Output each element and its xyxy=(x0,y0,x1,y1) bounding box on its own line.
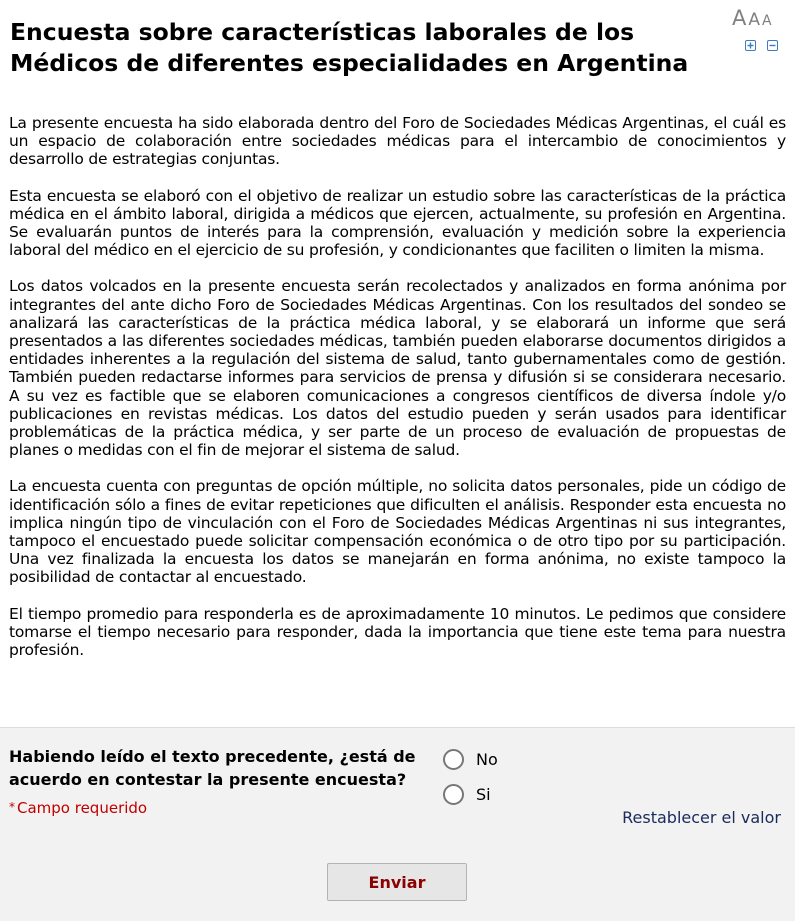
survey-introduction xyxy=(9,114,786,677)
font-size-letters xyxy=(732,6,772,30)
radio-si[interactable] xyxy=(443,784,464,805)
reset-value-link[interactable]: Restablecer el valor xyxy=(622,808,781,827)
font-size-controls xyxy=(732,6,792,56)
required-indicator xyxy=(9,799,147,817)
font-size-large-letter[interactable]: A xyxy=(732,6,747,30)
font-size-medium-letter[interactable]: A xyxy=(748,10,761,30)
intro-paragraph-2: Esta encuesta se elaboró con el objetivo de realizar un estudio sobre las características de la práctica médica en el ámbito laboral, dirigida a médicos que ejercen, actualmente, su profesión en Argentina. Se evaluarán puntos de interés para la comprensión, evaluación y medición sobre la experiencia laboral del médico en el ejercicio de su profesión, y condicionantes que faciliten o limiten la misma. xyxy=(9,186,786,260)
option-no-label[interactable]: No xyxy=(476,750,498,769)
intro-paragraph-4: La encuesta cuenta con preguntas de opción múltiple, no solicita datos personales, pide un código de identificación sólo a fines de evitar repeticiones que dificulten el análisis. Responder esta encuesta no implica ningún tipo de vinculación con el Foro de Sociedades Médicas Argentinas ni sus integrantes, tampoco el encuestado puede solicitar compensación económica o de otro tipo por su participación. Una vez finalizada la encuesta los datos se manejarán en forma anónima, no existe tampoco la posibilidad de contactar al encuestado. xyxy=(9,477,786,587)
page-title: Encuesta sobre características laborales de los Médicos de diferentes especialidades en Argentina xyxy=(10,18,689,77)
question-label: Habiendo leído el texto precedente, ¿está de acuerdo en contestar la presente encuesta? xyxy=(9,747,416,789)
intro-paragraph-1: La presente encuesta ha sido elaborada dentro del Foro de Sociedades Médicas Argentinas, el cuál es un espacio de colaboración entre sociedades médicas para el intercambio de conocimientos y desarrollo de estrategias conjuntas. xyxy=(9,114,786,169)
option-si-label[interactable]: Si xyxy=(476,785,491,804)
consent-question xyxy=(0,727,795,843)
submit-button[interactable]: Enviar xyxy=(327,863,467,901)
intro-paragraph-5: El tiempo promedio para responderla es de aproximadamente 10 minutos. Le pedimos que considere tomarse el tiempo necesario para responder, dada la importancia que tiene este tema para nuestra profesión. xyxy=(9,604,786,660)
font-size-small-letter[interactable]: A xyxy=(762,13,772,29)
required-text: Campo requerido xyxy=(17,799,148,817)
increase-font-button[interactable] xyxy=(745,40,756,51)
intro-paragraph-3: Los datos volcados en la presente encuesta serán recolectados y analizados en forma anónima por integrantes del ante dicho Foro de Sociedades Médicas Argentinas. Con los resultados del sondeo se analizará las características de la práctica médica laboral, y se elaborará un informe que será presentados a las diferentes sociedades médicas, también pueden elaborarse documentos dirigidos a entidades inherentes a la regulación del sistema de salud, tanto gubernamentales como de gestión. También pueden redactarse informes para servicios de prensa y difusión si se considerara necesario. A su vez es factible que se elaboren comunicaciones a congresos científicos de diversa índole y/o publicaciones en revistas médicas. Los datos del estudio pueden y serán usados para identificar problemáticas de la práctica médica, y ser parte de un proceso de evaluación de propuestas de planes o medidas con el fin de mejorar el sistema de salud. xyxy=(9,277,786,460)
minus-square-icon xyxy=(768,41,777,50)
radio-no[interactable] xyxy=(443,749,464,770)
plus-square-icon xyxy=(746,41,755,50)
survey-header xyxy=(0,0,795,100)
decrease-font-button[interactable] xyxy=(767,40,778,51)
submit-area xyxy=(0,842,795,921)
required-star: * xyxy=(9,800,15,814)
